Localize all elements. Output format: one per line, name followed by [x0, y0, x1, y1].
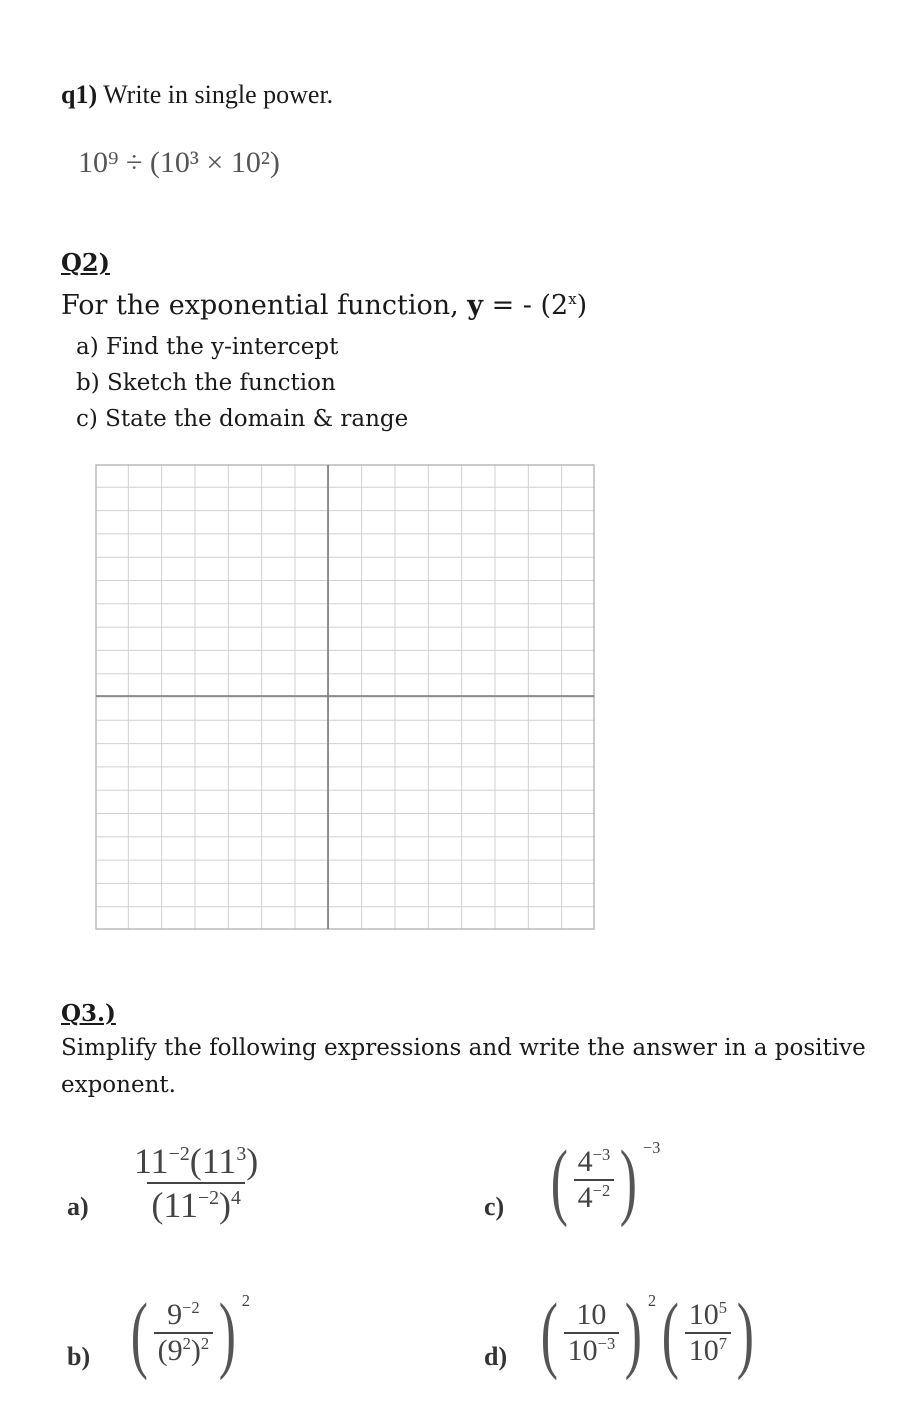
- graph-grid: [95, 464, 595, 930]
- part-c-close-paren: ): [619, 1132, 638, 1228]
- part-d-fraction-2: [685, 1298, 731, 1368]
- part-b-fraction: [154, 1298, 214, 1368]
- part-a-tag: a): [67, 1192, 89, 1221]
- q2-equation: = - (2: [483, 290, 569, 321]
- part-d-f2-open-paren: (: [661, 1285, 680, 1381]
- part-a-numerator: $11^{-2}(11^3)$: [134, 1141, 259, 1181]
- part-b-denominator: $(9^2)^2$: [154, 1332, 214, 1368]
- part-d-fraction-1: [564, 1298, 620, 1368]
- q2-y-var: y: [467, 290, 483, 321]
- part-b-open-paren: (: [130, 1285, 148, 1381]
- q2-label: Q2): [61, 248, 110, 277]
- part-d-f2-denominator: $10^7$: [685, 1332, 731, 1368]
- q2-item-b: b) Sketch the function: [76, 370, 336, 396]
- q2-equation-end: ): [576, 290, 588, 321]
- part-a-expression: [130, 1140, 262, 1226]
- part-d-f1-denominator: $10^{-3}$: [564, 1332, 620, 1368]
- part-b-numerator: $9^{-2}$: [167, 1298, 200, 1331]
- part-a-fraction: [130, 1140, 262, 1226]
- part-d-f2-numerator: $10^5$: [688, 1298, 727, 1331]
- part-b-close-paren: ): [218, 1285, 237, 1381]
- q2-statement: [61, 290, 587, 321]
- part-d-f1-close-paren: ): [624, 1285, 643, 1381]
- grid-lines: [95, 464, 595, 930]
- part-c-tag: c): [484, 1192, 505, 1221]
- q2-text-prefix: For the exponential function,: [61, 290, 468, 321]
- part-c-numerator: $4^{-3}$: [577, 1145, 611, 1178]
- part-d-expression: [535, 1285, 760, 1381]
- part-c-open-paren: (: [550, 1132, 568, 1228]
- q2-item-a: a) Find the y-intercept: [76, 334, 339, 360]
- part-d-tag: d): [484, 1342, 508, 1371]
- part-c-denominator: $4^{-2}$: [574, 1179, 615, 1215]
- part-b-outer-exponent: 2: [241, 1290, 251, 1310]
- q1-expression: 10⁹ ÷ (10³ × 10²): [78, 146, 280, 179]
- q3-instruction-line1: Simplify the following expressions and write the answer in a positive: [61, 1035, 866, 1061]
- q3-instruction-line2: exponent.: [61, 1072, 176, 1098]
- q1-instruction: Write in single power.: [103, 80, 334, 109]
- q2-exponent: x: [568, 290, 577, 308]
- part-a-denominator: $(11^{-2})^4$: [147, 1182, 245, 1226]
- part-c-fraction: [574, 1145, 615, 1215]
- q3-instruction: [61, 1030, 866, 1104]
- part-d-f1-open-paren: (: [540, 1285, 558, 1381]
- q1-label: q1): [61, 80, 98, 109]
- q3-label: Q3.): [61, 1000, 116, 1027]
- q2-item-c: c) State the domain & range: [76, 406, 409, 432]
- part-c-outer-exponent: −3: [642, 1137, 661, 1157]
- part-b-tag: b): [67, 1342, 91, 1371]
- part-d-f1-outer-exponent: 2: [647, 1290, 657, 1310]
- part-d-f2-close-paren: ): [736, 1285, 754, 1381]
- part-b-expression: [125, 1285, 251, 1381]
- part-c-expression: [545, 1132, 661, 1228]
- part-d-f1-numerator: 10: [576, 1298, 607, 1331]
- q1-heading: [61, 80, 333, 110]
